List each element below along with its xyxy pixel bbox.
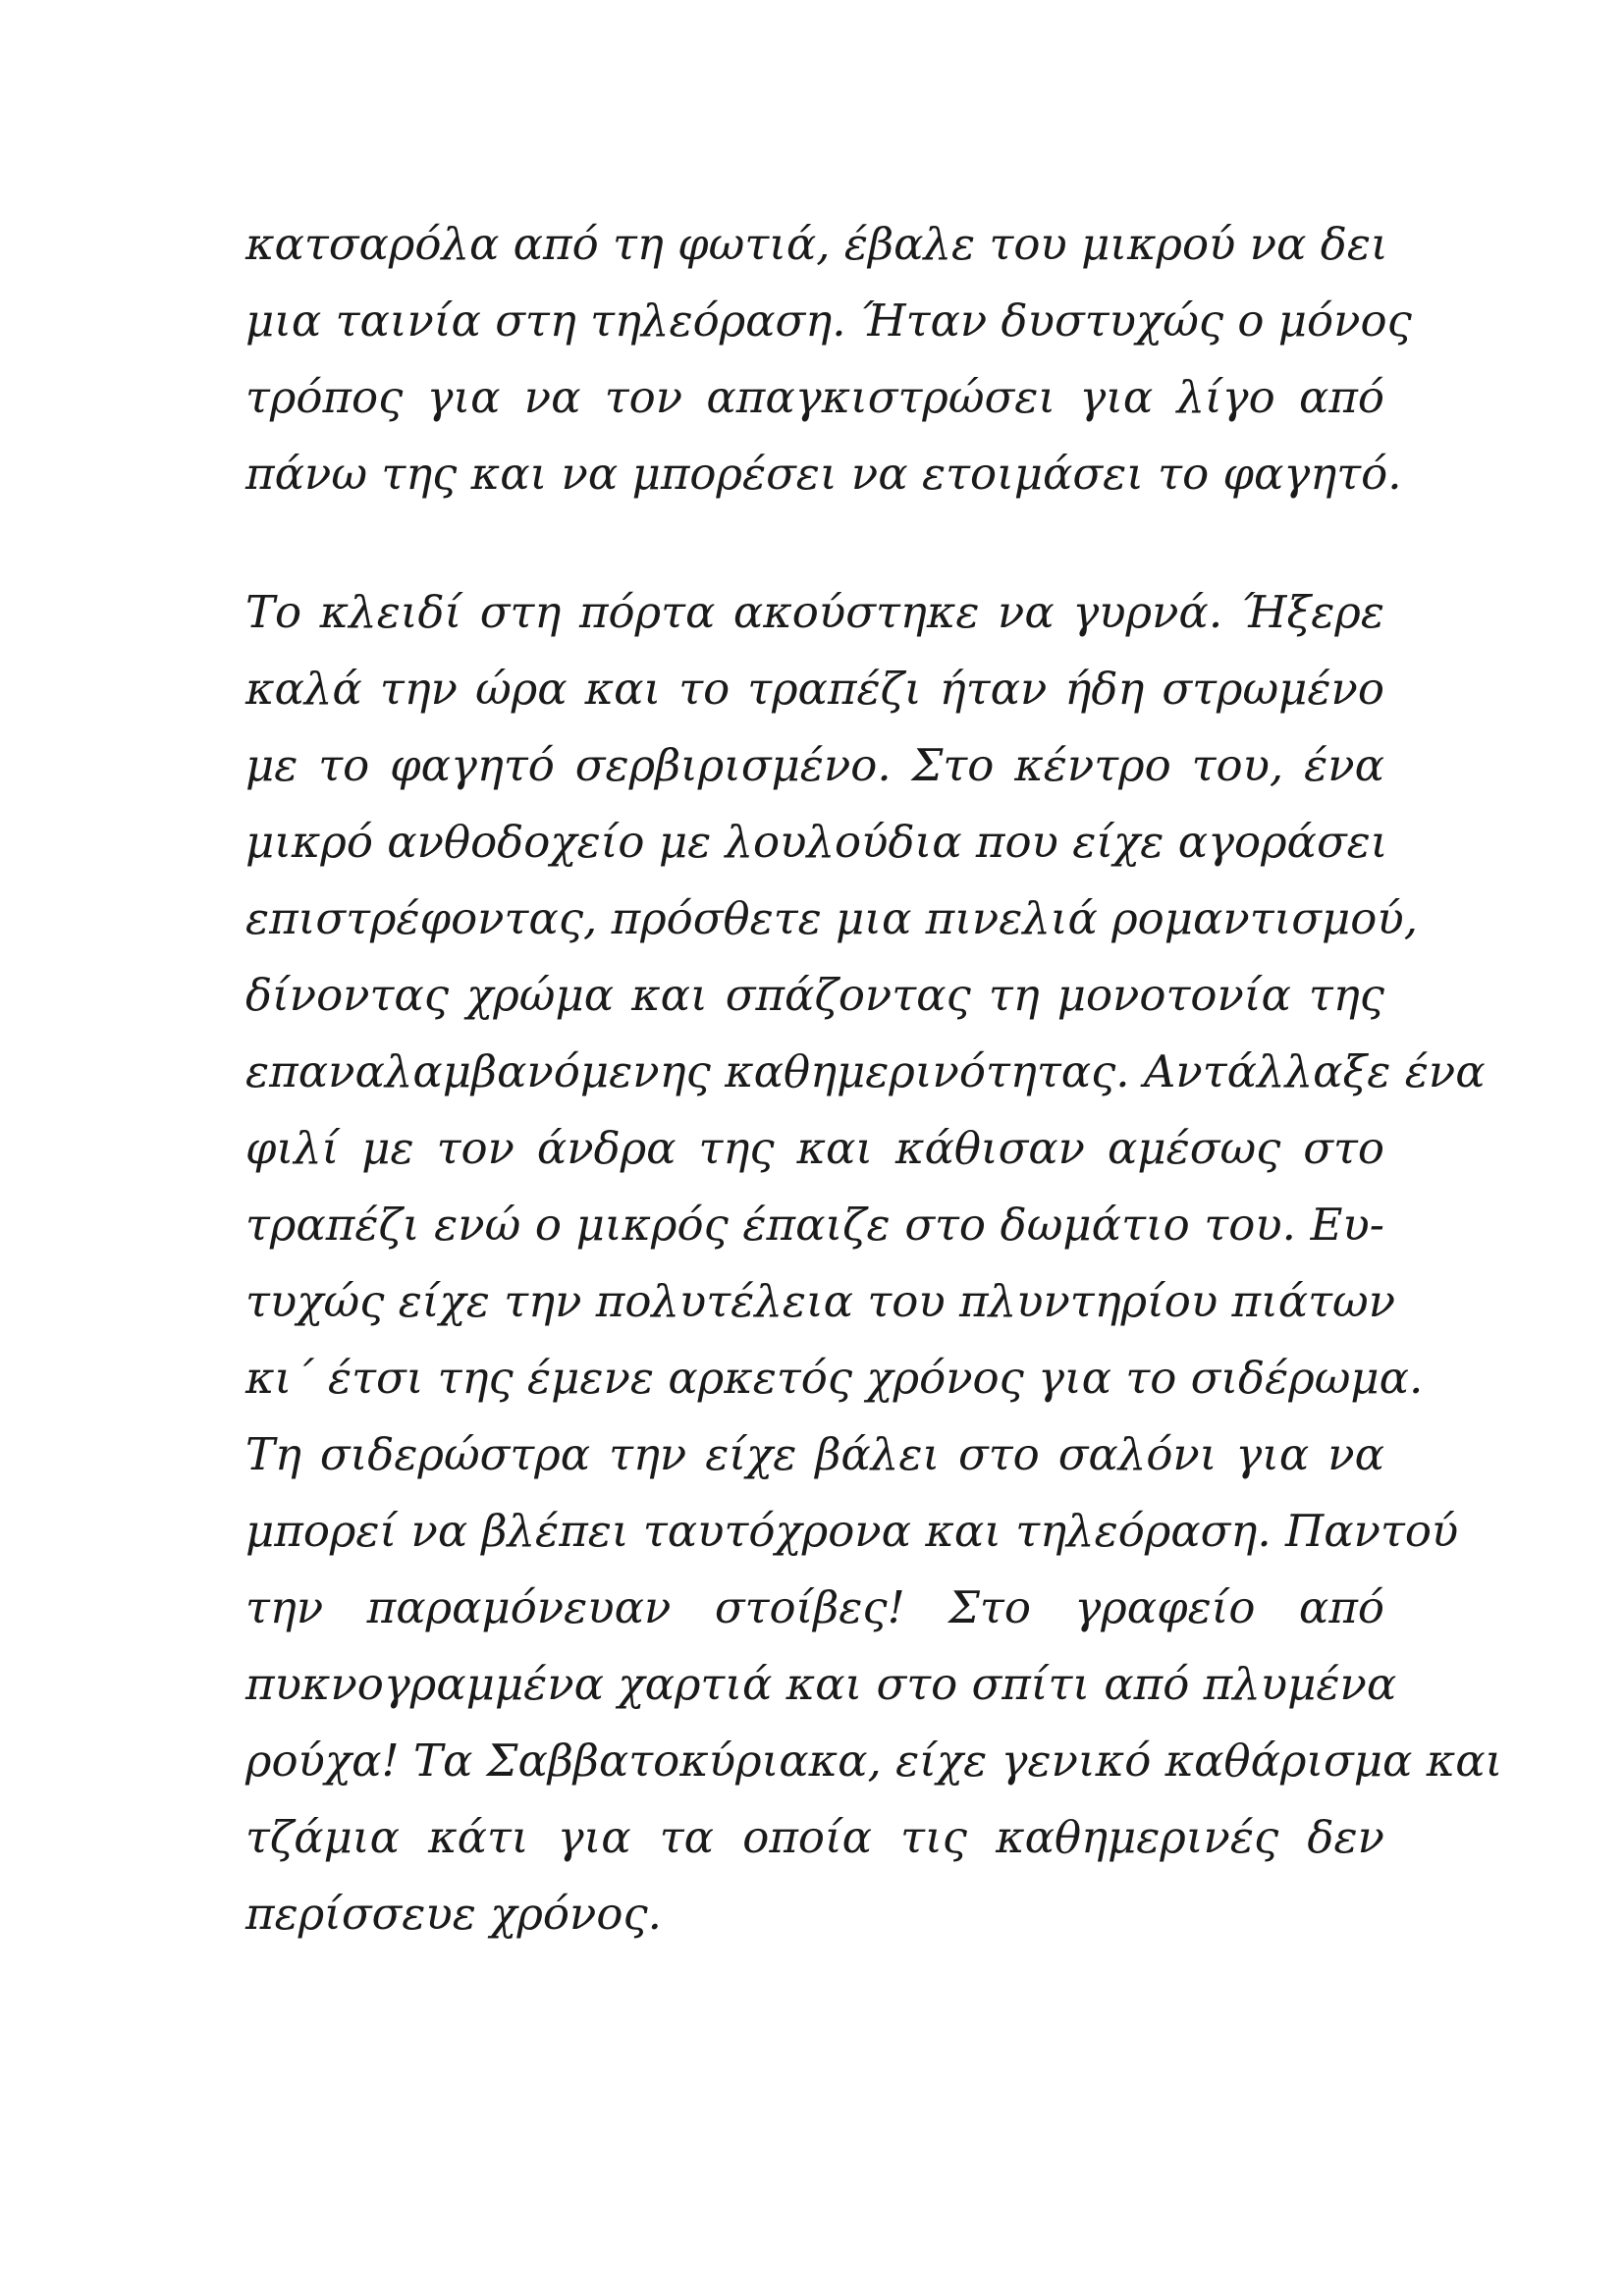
text-line: περίσσευε χρόνος. <box>245 1888 662 1940</box>
text-line: πυκνογραμμένα χαρτιά και στο σπίτι από πλυμένα <box>245 1658 1397 1710</box>
paragraph-1 <box>245 206 1412 512</box>
text-line: με το φαγητό σερβιρισμένο. Στο κέντρο του, ένα <box>245 739 1384 791</box>
paragraph-2 <box>245 574 1503 1952</box>
text-line: τραπέζι ενώ ο μικρός έπαιζε στο δωμάτιο του. Ευ- <box>245 1199 1384 1251</box>
text-line: φιλί με τον άνδρα της και κάθισαν αμέσως στο <box>245 1122 1384 1174</box>
text-line: κι΄ έτσι της έμενε αρκετός χρόνος για το σιδέρωμα. <box>245 1352 1424 1404</box>
text-line: πάνω της και να μπορέσει να ετοιμάσει το φαγητό. <box>245 448 1402 500</box>
text-line: Το κλειδί στη πόρτα ακούστηκε να γυρνά. Ήξερε <box>245 586 1384 638</box>
text-line: κατσαρόλα από τη φωτιά, έβαλε του μικρού να δει <box>245 218 1388 270</box>
text-line: την παραμόνευαν στοίβες! Στο γραφείο από <box>245 1581 1384 1633</box>
text-line: μια ταινία στη τηλεόραση. Ήταν δυστυχώς ο μόνος <box>245 294 1412 347</box>
text-line: Τη σιδερώστρα την είχε βάλει στο σαλόνι για να <box>245 1428 1384 1480</box>
text-line: καλά την ώρα και το τραπέζι ήταν ήδη στρωμένο <box>245 663 1384 715</box>
text-line: ρούχα! Τα Σαββατοκύριακα, είχε γενικό καθάρισμα και <box>245 1735 1503 1787</box>
text-line: επιστρέφοντας, πρόσθετε μια πινελιά ρομαντισμού, <box>245 892 1419 944</box>
text-line: δίνοντας χρώμα και σπάζοντας τη μονοτονία της <box>245 969 1384 1021</box>
text-line: τυχώς είχε την πολυτέλεια του πλυντηρίου πιάτων <box>245 1275 1396 1327</box>
text-line: τζάμια κάτι για τα οποία τις καθημερινές δεν <box>245 1811 1384 1863</box>
text-line: επαναλαμβανόμενης καθημερινότητας. Αντάλλαξε ένα <box>245 1045 1486 1097</box>
text-line: μικρό ανθοδοχείο με λουλούδια που είχε αγοράσει <box>245 816 1388 868</box>
text-line: μπορεί να βλέπει ταυτόχρονα και τηλεόραση. Παντού <box>245 1505 1459 1557</box>
text-line: τρόπος για να τον απαγκιστρώσει για λίγο από <box>245 371 1384 423</box>
